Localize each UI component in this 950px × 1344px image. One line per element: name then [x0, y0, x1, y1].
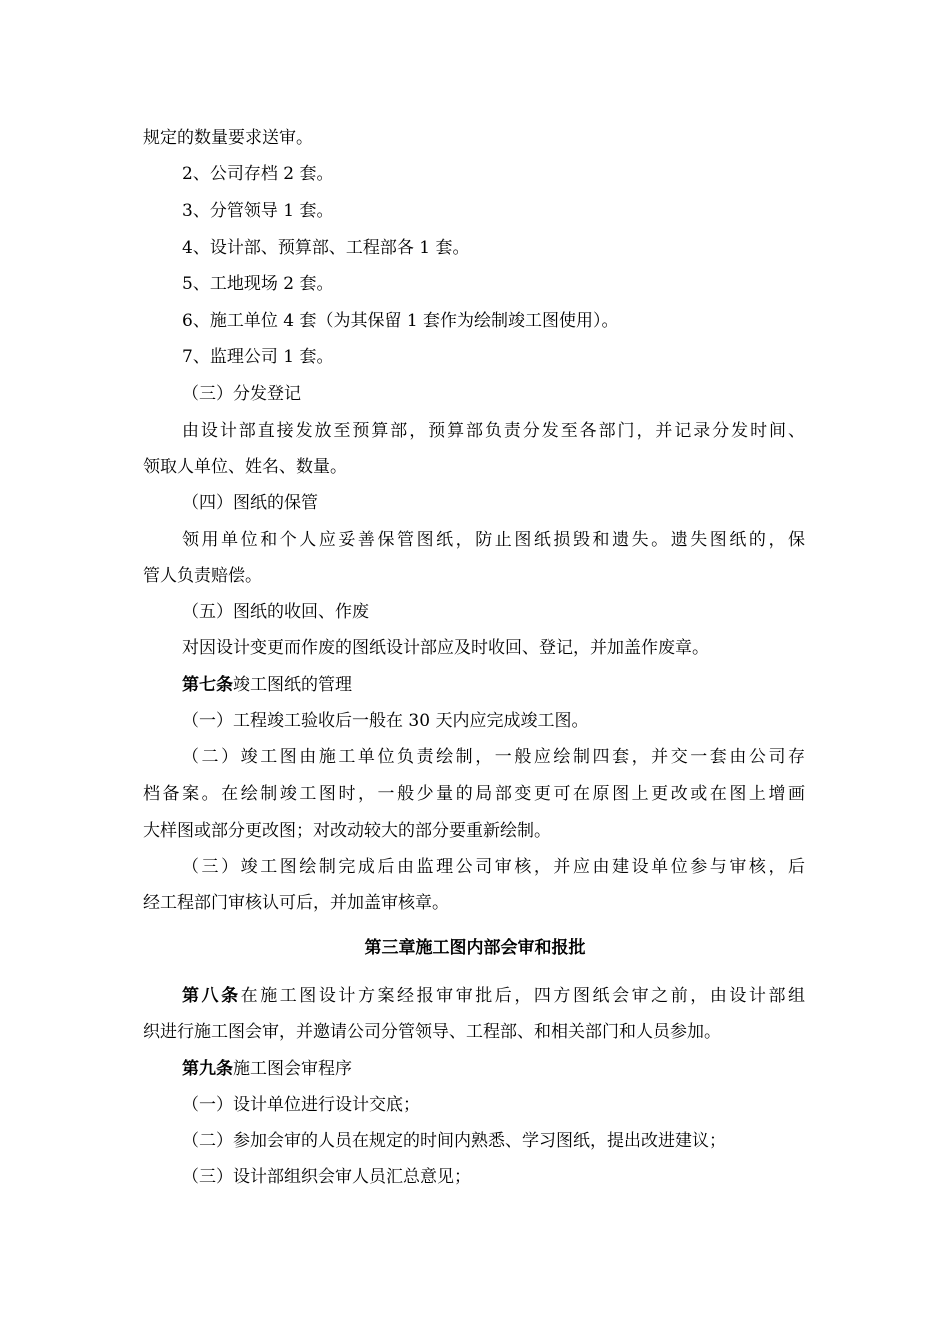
text-line: 规定的数量要求送审。	[143, 128, 313, 148]
article-number: 第九条	[182, 1059, 233, 1079]
text-line: 对因设计变更而作废的图纸设计部应及时收回、登记，并加盖作废章。	[182, 638, 709, 658]
list-item: 7、监理公司 1 套。	[182, 347, 334, 367]
list-item: （二）参加会审的人员在规定的时间内熟悉、学习图纸，提出改进建议；	[182, 1131, 726, 1151]
text-line: 领用单位和个人应妥善保管图纸，防止图纸损毁和遗失。遗失图纸的，保	[182, 530, 805, 550]
article-heading	[182, 674, 352, 696]
article-number: 第八条	[182, 986, 241, 1006]
list-item: 2、公司存档 2 套。	[182, 164, 334, 184]
text-line: 领取人单位、姓名、数量。	[143, 457, 347, 477]
text-line: 档备案。在绘制竣工图时，一般少量的局部变更可在原图上更改或在图上增画	[143, 784, 805, 804]
text-line: 管人负责赔偿。	[143, 566, 262, 586]
list-item: 5、工地现场 2 套。	[182, 274, 334, 294]
text-line: （三）竣工图绘制完成后由监理公司审核，并应由建设单位参与审核，后	[182, 857, 805, 877]
text-line: 由设计部直接发放至预算部，预算部负责分发至各部门，并记录分发时间、	[182, 421, 805, 441]
list-item: （三）设计部组织会审人员汇总意见；	[182, 1167, 471, 1187]
text-line: 织进行施工图会审，并邀请公司分管领导、工程部、和相关部门和人员参加。	[143, 1022, 721, 1042]
subheading: （五）图纸的收回、作废	[182, 602, 369, 622]
article-heading	[182, 985, 805, 1007]
article-text: 在施工图设计方案经报审审批后，四方图纸会审之前，由设计部组	[240, 986, 806, 1006]
article-number: 第七条	[182, 675, 233, 695]
list-item: 4、设计部、预算部、工程部各 1 套。	[182, 238, 470, 258]
list-item: 3、分管领导 1 套。	[182, 201, 334, 221]
article-title: 施工图会审程序	[233, 1059, 352, 1079]
text-line: 大样图或部分更改图；对改动较大的部分要重新绘制。	[143, 821, 551, 841]
list-item: （一）设计单位进行设计交底；	[182, 1095, 420, 1115]
text-line: 经工程部门审核认可后，并加盖审核章。	[143, 893, 449, 913]
article-title: 竣工图纸的管理	[233, 675, 352, 695]
list-item: 6、施工单位 4 套（为其保留 1 套作为绘制竣工图使用）。	[182, 311, 619, 331]
subheading: （四）图纸的保管	[182, 493, 318, 513]
chapter-heading: 第三章施工图内部会审和报批	[364, 938, 586, 958]
text-line: （二）竣工图由施工单位负责绘制，一般应绘制四套，并交一套由公司存	[182, 747, 805, 767]
subheading: （三）分发登记	[182, 384, 301, 404]
article-heading	[182, 1058, 352, 1080]
text-line: （一）工程竣工验收后一般在 30 天内应完成竣工图。	[182, 711, 589, 731]
